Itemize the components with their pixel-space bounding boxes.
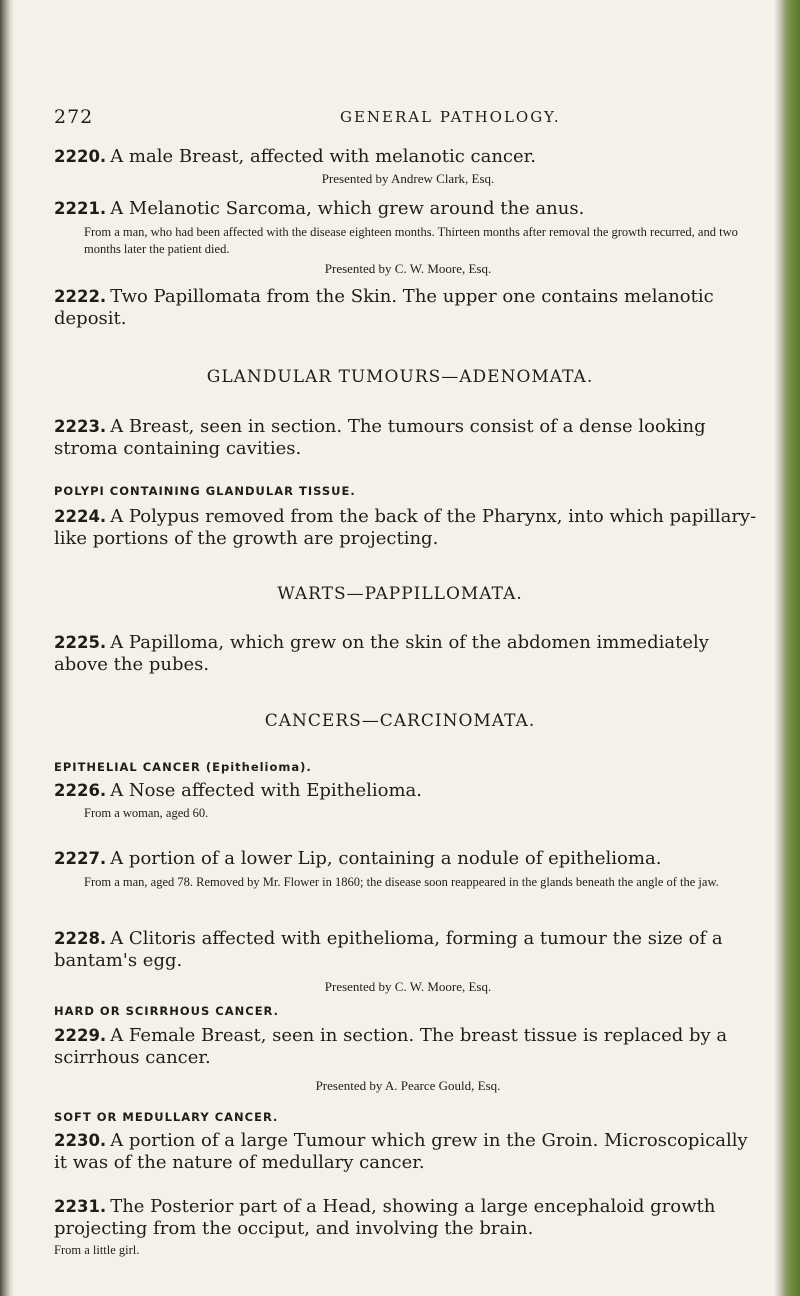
entry-note: From a little girl. [54, 1243, 140, 1257]
entry-number: 2222. [54, 287, 107, 306]
entry-title: A Clitoris affected with epithelioma, forming a tumour the size of a bantam's egg. [54, 928, 723, 971]
entry-number: 2230. [54, 1131, 107, 1150]
entry-title: A portion of a large Tumour which grew in the Groin. Microscopically it was of the nature of medullary cancer. [54, 1130, 748, 1173]
entry-number: 2223. [54, 417, 107, 436]
entry-2221 [54, 198, 762, 277]
entry-note: From a woman, aged 60. [84, 806, 209, 820]
entry-title: A Female Breast, seen in section. The breast tissue is replaced by a scirrhous cancer. [54, 1025, 728, 1068]
entry-title: A Breast, seen in section. The tumours consist of a dense looking stroma containing cavities. [54, 416, 706, 459]
entry-title: A portion of a lower Lip, containing a nodule of epithelioma. [110, 848, 662, 869]
entry-presented: Presented by C. W. Moore, Esq. [324, 979, 492, 994]
entry-2228 [54, 928, 762, 995]
running-title: GENERAL PATHOLOGY. [340, 108, 561, 126]
entry-2225 [54, 632, 762, 676]
entry-number: 2229. [54, 1026, 107, 1045]
entry-note: From a man, who had been affected with the disease eighteen months. Thirteen months after removal the growth recurred, and two months later the patient died. [84, 225, 738, 256]
entry-2220 [54, 146, 762, 187]
entry-presented: Presented by A. Pearce Gould, Esq. [315, 1078, 501, 1093]
entry-number: 2225. [54, 633, 107, 652]
section-heading-cancers: CANCERS—CARCINOMATA. [264, 711, 536, 731]
running-head [0, 106, 800, 130]
entry-2223 [54, 416, 762, 460]
section-heading-warts: WARTS—PAPPILLOMATA. [277, 584, 523, 604]
entry-2230 [54, 1110, 762, 1174]
entry-number: 2221. [54, 199, 107, 218]
subheading-soft: SOFT OR MEDULLARY CANCER. [54, 1110, 279, 1124]
subheading-hard: HARD OR SCIRRHOUS CANCER. [54, 1004, 279, 1018]
entry-2224 [54, 484, 762, 550]
entry-number: 2220. [54, 147, 107, 166]
entry-2226 [54, 760, 762, 822]
entry-number: 2228. [54, 929, 107, 948]
entry-number: 2224. [54, 507, 107, 526]
section-heading-glandular: GLANDULAR TUMOURS—ADENOMATA. [206, 367, 594, 387]
entry-2231 [54, 1196, 762, 1259]
entry-note: From a man, aged 78. Removed by Mr. Flower in 1860; the disease soon reappeared in the glands beneath the angle of the jaw. [84, 875, 719, 889]
entry-2222 [54, 286, 762, 330]
entry-title: A Melanotic Sarcoma, which grew around the anus. [110, 198, 585, 219]
entry-number: 2227. [54, 849, 107, 868]
subheading-epithelial: EPITHELIAL CANCER (Epithelioma). [54, 760, 312, 774]
entry-title: A male Breast, affected with melanotic cancer. [110, 146, 536, 167]
entry-title: Two Papillomata from the Skin. The upper one contains melanotic deposit. [54, 286, 714, 329]
entry-2229 [54, 1004, 762, 1094]
entry-title: The Posterior part of a Head, showing a large encephaloid growth projecting from the occiput, and involving the brain. [54, 1196, 716, 1239]
entry-number: 2231. [54, 1197, 107, 1216]
page-number: 272 [54, 106, 94, 128]
entry-presented: Presented by C. W. Moore, Esq. [324, 261, 492, 276]
entry-number: 2226. [54, 781, 107, 800]
entry-presented: Presented by Andrew Clark, Esq. [321, 171, 495, 186]
subheading-polypi: POLYPI CONTAINING GLANDULAR TISSUE. [54, 484, 356, 498]
entry-2227 [54, 848, 762, 891]
entry-title: A Nose affected with Epithelioma. [110, 780, 422, 801]
entry-title: A Papilloma, which grew on the skin of the abdomen immediately above the pubes. [54, 632, 709, 675]
entry-title: A Polypus removed from the back of the Pharynx, into which papillary-like portions of the growth are projecting. [54, 506, 757, 549]
